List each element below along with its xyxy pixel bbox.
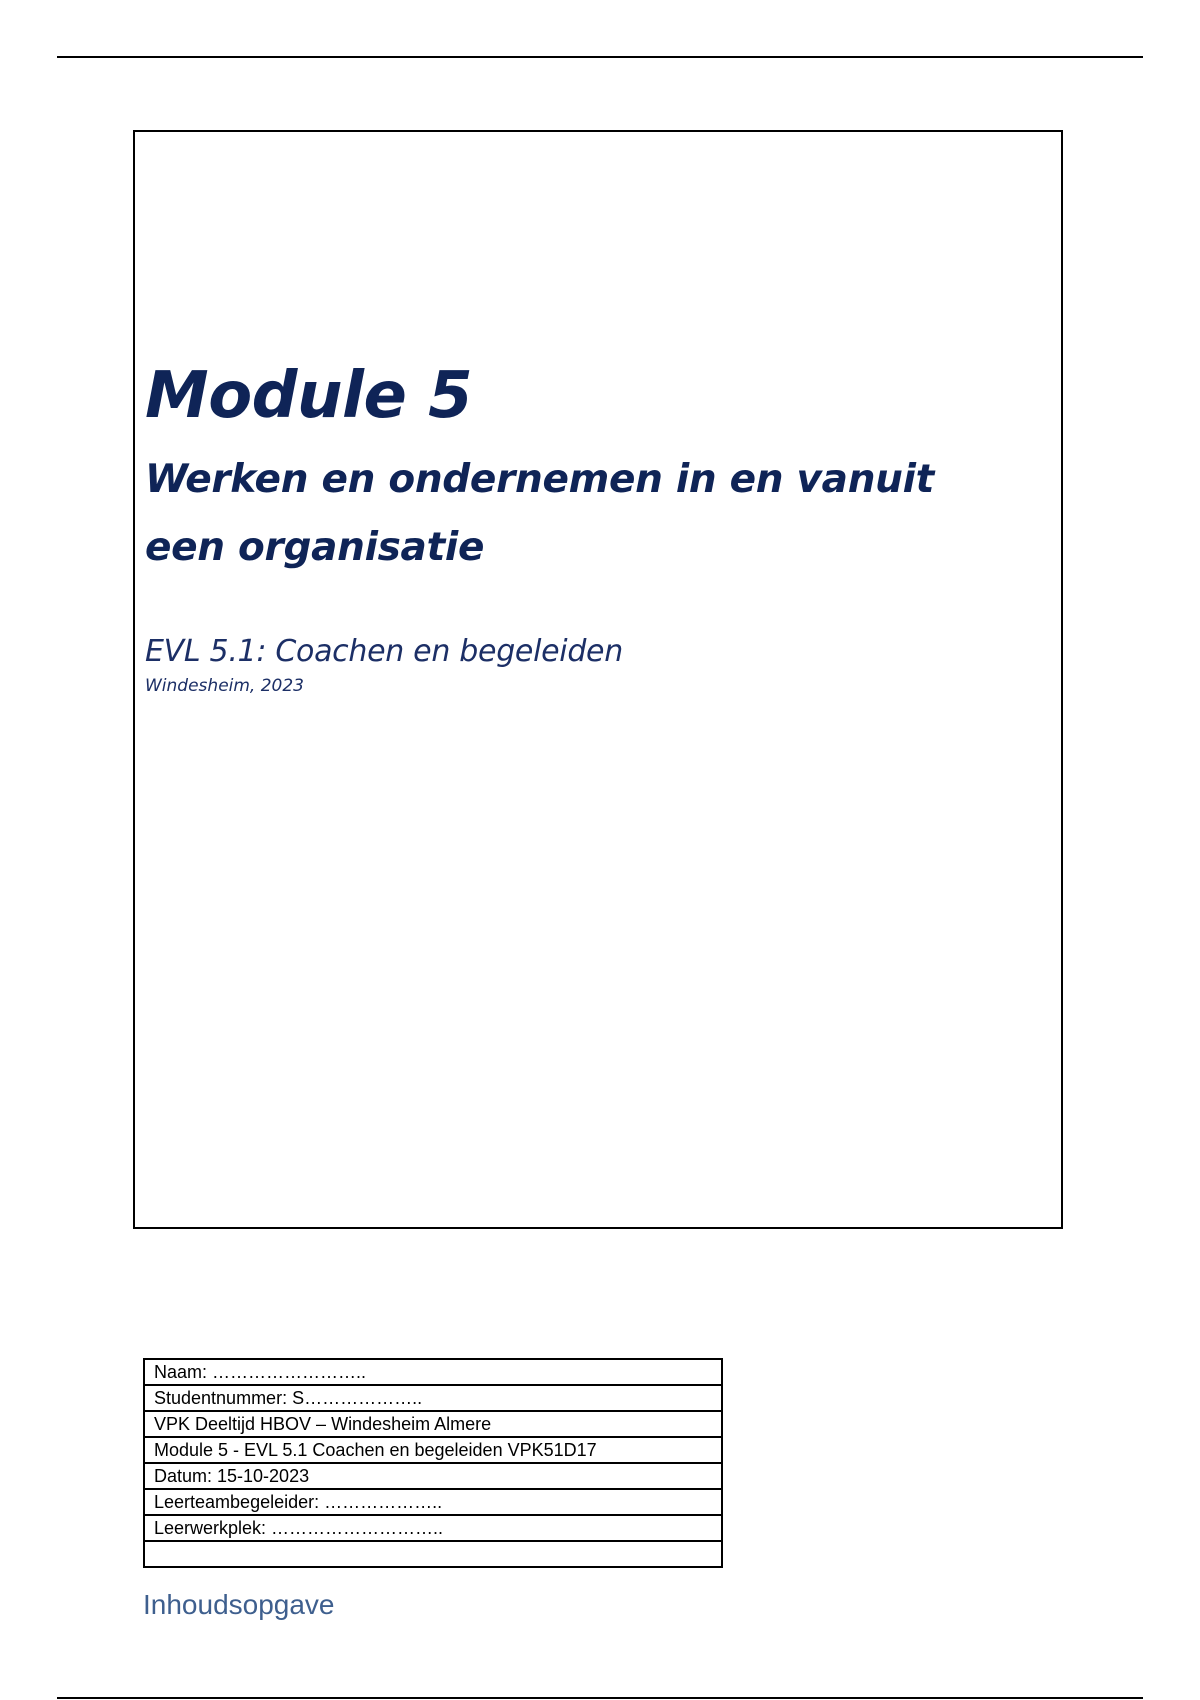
table-row	[144, 1437, 722, 1463]
empty-cell	[144, 1541, 722, 1567]
student-info-table	[143, 1358, 723, 1568]
supervisor-cell: Leerteambegeleider: ………………..	[144, 1489, 722, 1515]
module-cell: Module 5 - EVL 5.1 Coachen en begeleiden VPK51D17	[144, 1437, 722, 1463]
evl-title: EVL 5.1: Coachen en begeleiden	[145, 634, 623, 669]
table-row	[144, 1359, 722, 1385]
table-row	[144, 1411, 722, 1437]
footer-rule	[57, 1697, 1143, 1699]
header-rule	[57, 56, 1143, 58]
student-number-cell: Studentnummer: S………………..	[144, 1385, 722, 1411]
table-row	[144, 1463, 722, 1489]
table-row	[144, 1541, 722, 1567]
table-row	[144, 1385, 722, 1411]
date-cell: Datum: 15-10-2023	[144, 1463, 722, 1489]
name-cell: Naam: ……………………..	[144, 1359, 722, 1385]
module-title: Module 5	[145, 359, 473, 433]
table-row	[144, 1489, 722, 1515]
place-year: Windesheim, 2023	[145, 676, 305, 696]
cover-text-block	[145, 360, 1025, 698]
workplace-cell: Leerwerkplek: ………………………..	[144, 1515, 722, 1541]
program-cell: VPK Deeltijd HBOV – Windesheim Almere	[144, 1411, 722, 1437]
cover-frame	[133, 130, 1063, 1229]
toc-heading: Inhoudsopgave	[143, 1589, 335, 1620]
module-subtitle: Werken en ondernemen in en vanuit een organisatie	[145, 457, 935, 570]
table-row	[144, 1515, 722, 1541]
